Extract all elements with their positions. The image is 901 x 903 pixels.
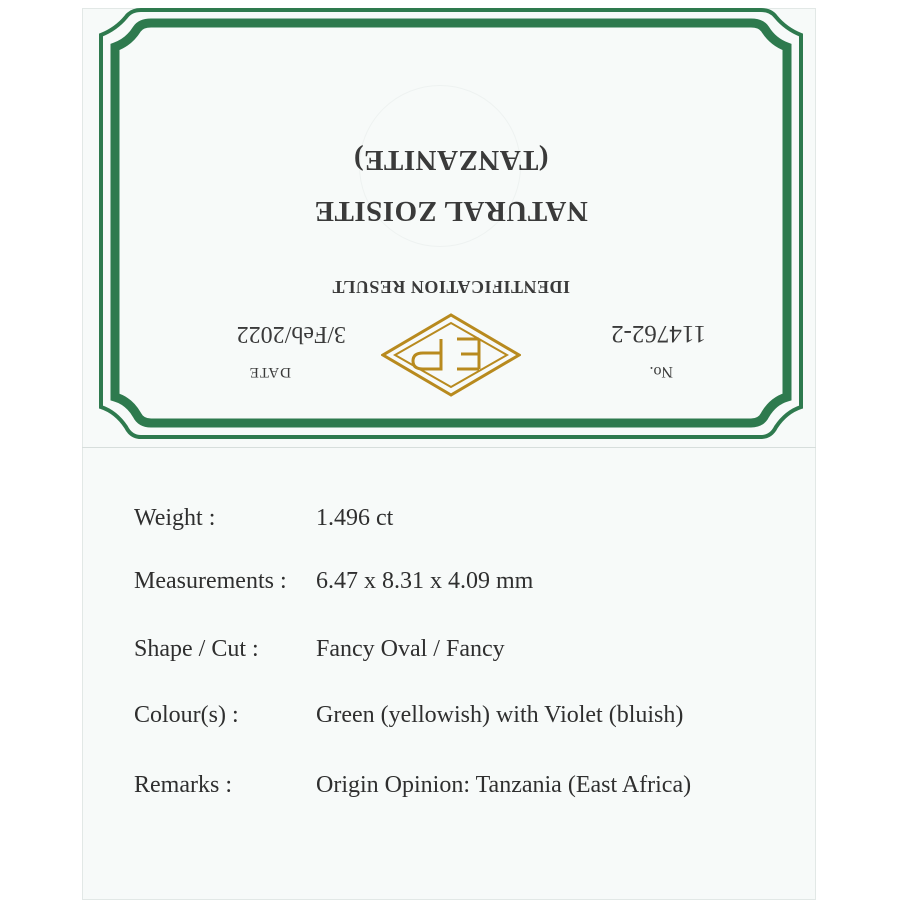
detail-row-weight <box>134 505 814 539</box>
stone-variety: (TANZANITE) <box>353 144 549 176</box>
lab-logo-icon <box>381 313 521 397</box>
certificate-number: 114762-2 <box>611 320 706 347</box>
identification-heading: IDENTIFICATION RESULT <box>331 277 571 297</box>
detail-value: Green (yellowish) with Violet (bluish) <box>316 702 684 728</box>
detail-label: Shape / Cut : <box>134 636 259 662</box>
certificate-date: 3/Feb/2022 <box>236 321 346 347</box>
detail-row-measurements <box>134 568 814 602</box>
detail-label: Remarks : <box>134 772 232 798</box>
detail-value: 1.496 ct <box>316 505 394 531</box>
detail-value: Origin Opinion: Tanzania (East Africa) <box>316 772 692 798</box>
number-label: No. <box>649 363 673 380</box>
stone-title: NATURAL ZOISITE <box>314 195 588 227</box>
detail-label: Measurements : <box>134 568 287 594</box>
detail-value: 6.47 x 8.31 x 4.09 mm <box>316 568 534 594</box>
detail-label: Weight : <box>134 505 216 531</box>
fold-line <box>82 447 816 448</box>
detail-row-colour <box>134 702 814 736</box>
detail-label: Colour(s) : <box>134 702 239 728</box>
date-label: DATE <box>248 364 291 380</box>
detail-row-shape-cut <box>134 636 814 670</box>
certificate-header-panel <box>0 0 901 447</box>
detail-row-remarks <box>134 772 814 806</box>
detail-value: Fancy Oval / Fancy <box>316 636 505 662</box>
